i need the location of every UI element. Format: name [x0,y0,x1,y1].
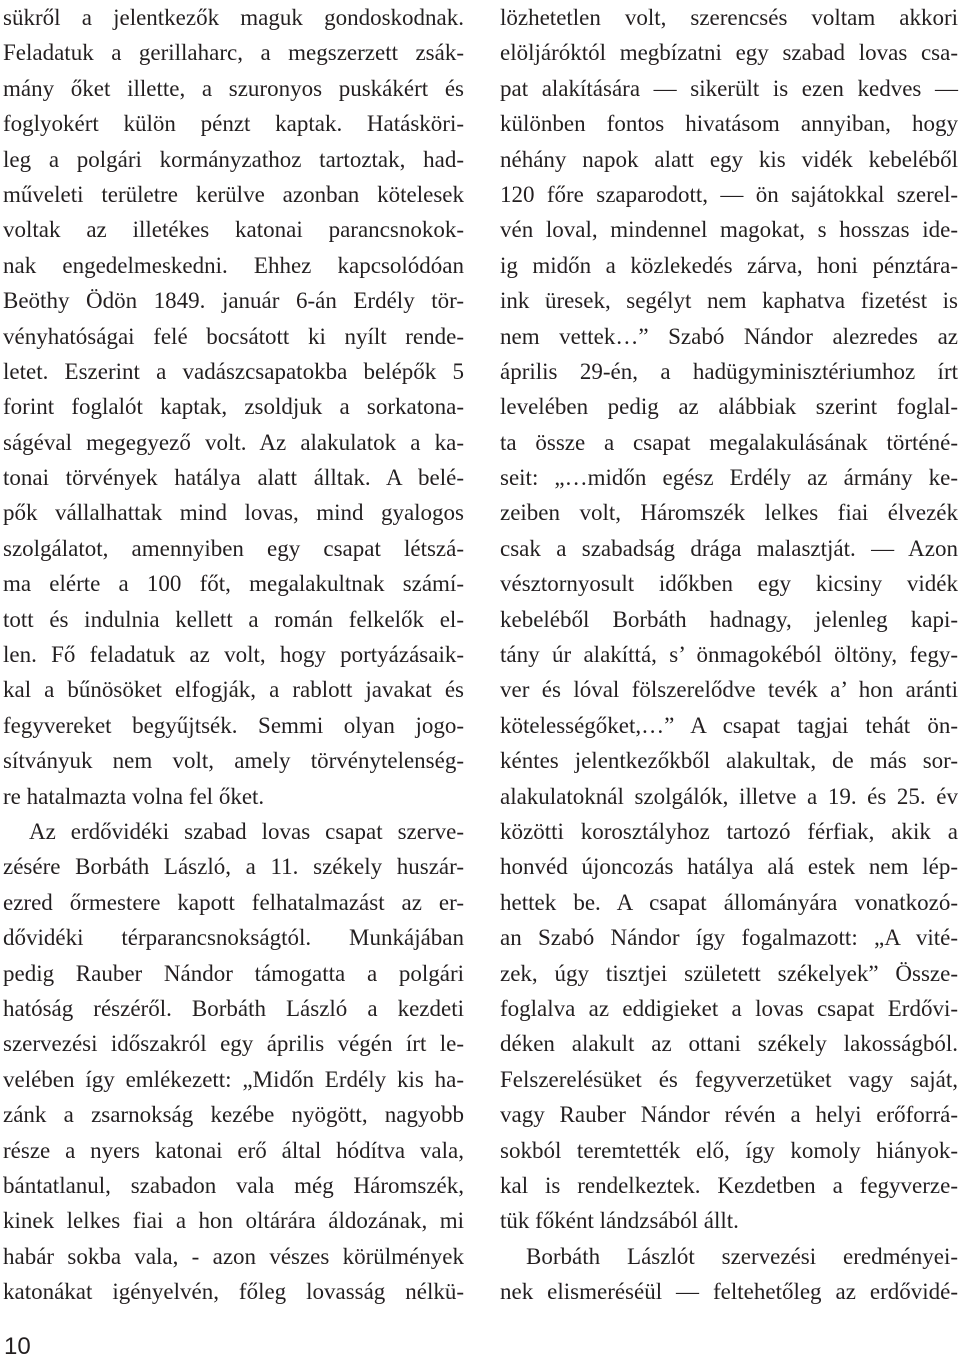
text-line: elöljáróktól megbízatni egy szabad lovas csa- [500,40,958,66]
text-line: ságéval megegyező volt. Az alakulatok a ka- [3,429,464,455]
text-line: kötelességőket,…” A csapat tagjai tehát ön- [500,712,958,738]
text-line: Felszerelésüket és fegyverzetüket vagy saját, [500,1066,958,1092]
text-line: déken alakult az ottani székely lakosságból. [500,1031,958,1057]
text-line: hatóság részéről. Borbáth László a kezdeti [3,995,464,1021]
text-line: kéntes jelentkezőkből alakultak, de más sor- [500,748,958,774]
text-line: ig midőn a közlekedés zárva, honi pénztára- [500,252,958,278]
text-line: honvéd újoncozás hatálya alá estek nem lép- [500,854,958,880]
text-line: pat alakítására — sikerült is ezen kedves — [500,75,958,101]
text-line: Borbáth Lászlót szervezési eredményei- [526,1243,958,1269]
text-line: tott és indulnia kellett a román felkelők el- [3,606,464,632]
text-line: forint foglalót kaptak, zsoldjuk a sorkatona- [3,394,464,420]
text-line: nek elismeréséül — feltehetőleg az erdővidé- [500,1279,958,1305]
text-line: lözhetetlen volt, szerencsés voltam akkori [500,5,958,30]
text-line: április 29-én, a hadügyminisztériumhoz írt [500,358,958,384]
left-column [3,0,464,1309]
text-line: zésére Borbáth László, a 11. székely huszár- [3,854,464,880]
text-line: voltak az illetékes katonai parancsnokok- [3,217,464,243]
text-line: sítványuk nem volt, amely törvénytelenség- [3,748,464,774]
text-line: kal is rendelkeztek. Kezdetben a fegyverze- [500,1172,958,1198]
text-line: foglyokért külön pénzt kaptak. Hatásköri- [3,111,464,137]
text-line: különben fontos hivatásom annyiban, hogy [500,111,958,137]
paragraph [3,814,464,1309]
text-line: néhány napok alatt egy kis vidék kebeléből [500,146,958,172]
text-line: kal a bűnösöket elfogják, a rablott javakat és [3,677,464,703]
page-number: 10 [4,1333,31,1360]
text-line: nak engedelmeskedni. Ehhez kapcsolódóan [3,252,464,278]
text-line: fegyvereket begyűjtsék. Semmi olyan jogo- [3,712,464,738]
paragraph [500,0,958,1239]
text-line: Beöthy Ödön 1849. január 6-án Erdély tör- [3,288,464,314]
paragraph [3,0,464,814]
text-line: len. Fő feladatuk az volt, hogy portyázásaik- [3,642,464,668]
text-line: része a nyers katonai erő által hódítva vala, [3,1137,464,1163]
text-line: vagy Rauber Nándor révén a helyi erőforrá- [500,1102,958,1128]
text-line: szervezési időszakról egy április végén írt le- [3,1031,464,1057]
text-line: tük főként lándzsából állt. [500,1208,739,1234]
text-line: 120 főre szaparodott, — ön sajátokkal szerel- [500,181,958,207]
text-line: ta össze a csapat megalakulásának történé- [500,429,958,455]
text-line: ver és lóval fölszerelődve tevék a’ hon aránti [500,677,958,703]
text-line: zek, úgy tisztjei született székelyek” Össze- [500,960,958,986]
text-line: zeiben volt, Háromszék lelkes fiai élvezék [500,500,958,526]
text-line: re hatalmazta volna fel őket. [3,783,265,809]
text-line: leg a polgári kormányzathoz tartoztak, had- [3,146,464,172]
text-line: nem vettek…” Szabó Nándor alezredes az [500,323,958,349]
text-line: alakulatoknál szolgálók, illetve a 19. és 25. év [500,783,958,809]
text-line: ink üresek, segélyt nem kaphatva fizetést is [500,288,958,314]
text-line: mány őket illette, a szuronyos puskákért és [3,75,464,101]
text-line: pedig Rauber Nándor támogatta a polgári [3,960,464,986]
text-line: letet. Eszerint a vadászcsapatokba belépők 5 [3,358,464,384]
text-line: hettek be. A csapat állományára vonatkozó- [500,889,958,915]
text-line: kebeléből Borbáth hadnagy, jelenleg kapi- [500,606,958,632]
text-line: sükről a jelentkezők maguk gondoskodnak. [3,5,464,30]
text-line: tány úr alakíttá, s’ önmagokéból öltöny, fegy- [500,642,958,668]
text-line: foglalva az eddigieket a lovas csapat Erdővi- [500,995,958,1021]
text-line: tonai törvények hatálya alatt álltak. A belé- [3,465,464,491]
text-line: közötti korosztályhoz tartozó férfiak, akik a [500,818,958,844]
text-line: Az erdővidéki szabad lovas csapat szerve- [29,818,464,844]
text-line: dővidéki térparancsnokságtól. Munkájában [3,925,464,951]
text-line: ezred őrmestere kapott felhatalmazást az er- [3,889,464,915]
text-line: vén loval, mindennel magokat, s hosszas ide- [500,217,958,243]
text-line: bántatlanul, szabadon vala még Háromszék, [3,1172,464,1198]
text-line: pők vállalhattak mind lovas, mind gyalogos [3,500,464,526]
text-line: műveleti területre kerülve azonban kötelesek [3,181,464,207]
text-line: szolgálatot, amennyiben egy csapat létszá- [3,535,464,561]
text-line: csak a szabadság drága malasztját. — Azon [500,535,958,561]
text-line: habár sokba vala, - azon vészes körülmények [3,1243,464,1269]
text-line: zánk a zsarnokság kezébe nyögött, nagyobb [3,1102,464,1128]
right-column [500,0,958,1309]
text-line: levelében pedig az alábbiak szerint foglal- [500,394,958,420]
text-line: seit: „…midőn egész Erdély az ármány ke- [500,465,958,491]
text-line: ma elérte a 100 főt, megalakultnak számí- [3,571,464,597]
text-line: Feladatuk a gerillaharc, a megszerzett zsák- [3,40,464,66]
text-line: vényhatóságai felé bocsátott ki nyílt rende- [3,323,464,349]
text-line: velében így emlékezett: „Midőn Erdély kis ha- [3,1066,464,1092]
text-line: vésztornyosult időkben egy kicsiny vidék [500,571,958,597]
text-line: kinek lelkes fiai a hon oltárára áldozának, mi [3,1208,464,1234]
paragraph [500,1239,958,1310]
text-line: katonákat igényelvén, főleg lovasság nélkü- [3,1279,464,1305]
text-line: sokból teremtették elő, így komoly hiányok- [500,1137,958,1163]
text-line: an Szabó Nándor így fogalmazott: „A vité- [500,925,958,951]
